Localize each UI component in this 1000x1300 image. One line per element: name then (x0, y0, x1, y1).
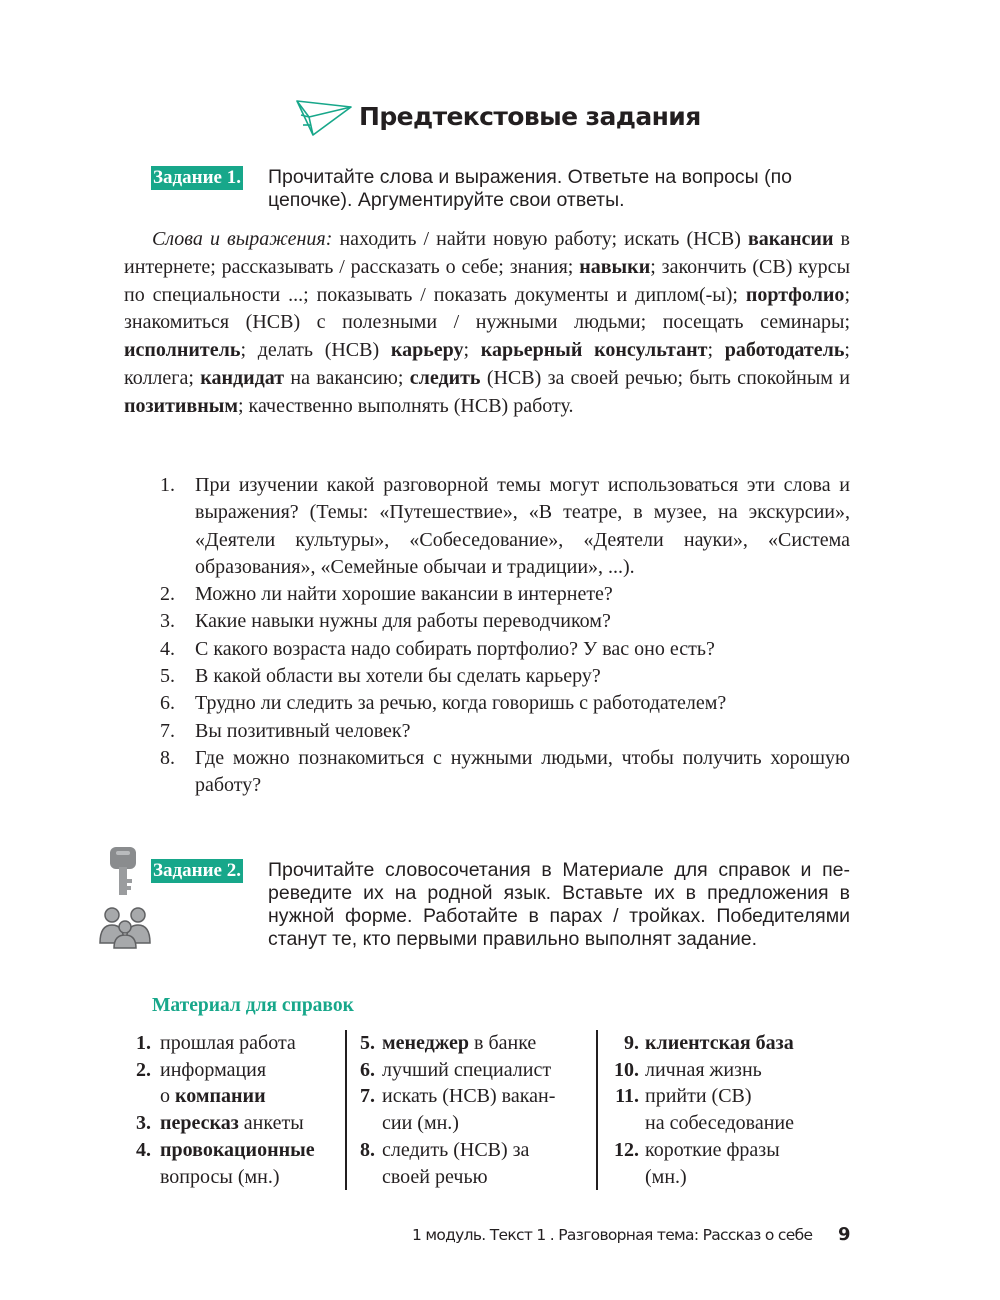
reference-text (382, 1057, 595, 1084)
reference-number: 10. (614, 1058, 639, 1081)
key-term: позитивным (124, 394, 238, 417)
vocabulary-text: в интернете; рассказывать / рассказать о себе; знания; (124, 228, 851, 278)
question-number: 8. (160, 746, 175, 769)
task-1-badge: Задание 1. (153, 167, 241, 188)
task-1 (151, 166, 851, 216)
reference-column-1 (131, 1030, 346, 1190)
question-item (160, 663, 850, 690)
task-1-text-line-2: цепочке). Аргументируйте свои ответы. (268, 189, 625, 211)
questions-list (160, 472, 850, 800)
reference-item (355, 1057, 595, 1084)
question-text: При изучении какой разговорной темы могут использоваться эти слова и выражения? (Темы: «Путешествие», «В театре, в музее, на экскурсии», «Деятели культуры», «Собеседование», «Деятели науки», «Система образования», «Семейные обычаи и традиции», ...). (195, 474, 850, 578)
vocabulary-list (124, 228, 850, 417)
reference-item (355, 1030, 595, 1057)
group-icon (98, 905, 152, 949)
reference-item (601, 1030, 841, 1057)
reference-column-3 (601, 1030, 841, 1190)
section-header (295, 96, 701, 136)
reference-phrase: прошлая работа (160, 1032, 296, 1054)
question-number: 3. (160, 610, 175, 633)
key-icon (108, 845, 138, 897)
task-2 (151, 859, 851, 955)
question-item (160, 608, 850, 635)
reference-text (160, 1057, 346, 1110)
key-term: карьерный консультант (480, 339, 708, 362)
vocabulary-text: ; знакомиться (НСВ) с полезными / нужными людьми; посещать семинары; (124, 283, 850, 334)
reference-phrase: в банке (469, 1032, 537, 1054)
key-term: пересказ (160, 1112, 239, 1135)
vocabulary-text: (НСВ) за своей речью; быть спокойным и (480, 366, 850, 389)
vocabulary-text: ; качественно выполнять (НСВ) работу. (238, 394, 574, 417)
reference-number: 9. (624, 1032, 639, 1054)
reference-text (160, 1137, 346, 1190)
question-item (160, 472, 850, 581)
vocabulary-lead: Слова и выражения: (152, 228, 333, 250)
reference-number: 11. (615, 1085, 639, 1108)
reference-text (382, 1083, 595, 1136)
reference-text (645, 1030, 841, 1057)
key-term: менеджер (382, 1032, 469, 1054)
key-term: следить (409, 366, 481, 389)
reference-number: 3. (136, 1112, 151, 1135)
reference-text (160, 1110, 346, 1137)
reference-phrase: следить (НСВ) за (382, 1138, 530, 1161)
vocabulary-text: ; коллега; (124, 339, 850, 389)
reference-number: 4. (136, 1138, 151, 1161)
reference-phrase: искать (НСВ) вакан- (382, 1085, 556, 1108)
key-term: работодатель (724, 339, 845, 362)
page-number: 9 (838, 1224, 851, 1245)
reference-text (645, 1083, 841, 1136)
reference-number: 1. (136, 1032, 151, 1054)
reference-number: 8. (360, 1138, 375, 1161)
vocabulary-text: ; делать (НСВ) (240, 339, 391, 362)
question-text: Где можно познакомиться с нужными людьми, чтобы получить хорошую работу? (195, 746, 850, 797)
reference-item (601, 1137, 841, 1190)
vocabulary-text: на вакансию; (284, 366, 410, 389)
question-item (160, 581, 850, 608)
question-text: Можно ли найти хорошие вакансии в интернете? (195, 583, 613, 606)
reference-item (131, 1110, 346, 1137)
question-number: 6. (160, 692, 175, 715)
reference-number: 12. (614, 1138, 639, 1161)
reference-item (601, 1083, 841, 1136)
question-text: Вы позитивный человек? (195, 719, 411, 742)
question-number: 1. (160, 474, 175, 496)
reference-item (131, 1057, 346, 1110)
reference-text (160, 1030, 346, 1057)
reference-item (601, 1057, 841, 1084)
reference-phrase: информация (160, 1058, 267, 1081)
reference-phrase: сии (мн.) (382, 1112, 459, 1135)
question-item (160, 718, 850, 745)
question-item (160, 636, 850, 663)
reference-phrase: анкеты (238, 1112, 304, 1135)
reference-phrase: на собеседование (645, 1112, 794, 1135)
question-text: В какой области вы хотели бы сделать карьеру? (195, 665, 601, 688)
reference-number: 2. (136, 1058, 151, 1081)
reference-number: 6. (360, 1058, 375, 1081)
question-number: 5. (160, 665, 175, 688)
paper-plane-icon (295, 95, 353, 137)
reference-phrase: прийти (СВ) (645, 1085, 752, 1108)
question-item (160, 745, 850, 800)
reference-item (131, 1137, 346, 1190)
question-text: Трудно ли следить за речью, когда говоришь с работодателем? (195, 692, 727, 715)
reference-column-2 (355, 1030, 595, 1190)
key-term: навыки (579, 255, 651, 278)
task-1-instructions (268, 166, 850, 212)
reference-number: 7. (360, 1085, 375, 1108)
key-term: вакансии (748, 228, 834, 250)
key-term: компании (175, 1085, 266, 1108)
question-number: 7. (160, 719, 175, 742)
reference-phrase: о (160, 1085, 175, 1108)
task-1-text-line-1: Прочитайте слова и выражения. Ответьте на вопросы (по (268, 166, 792, 188)
key-term: клиентская база (645, 1032, 794, 1054)
question-item (160, 690, 850, 717)
reference-text (645, 1057, 841, 1084)
key-term: портфолио (745, 283, 845, 306)
reference-item (355, 1137, 595, 1190)
question-number: 2. (160, 583, 175, 606)
key-term: кандидат (200, 366, 285, 389)
key-term: исполнитель (124, 339, 241, 362)
reference-title: Материал для справок (152, 995, 354, 1016)
question-text: С какого возраста надо собирать портфолио? У вас оно есть? (195, 637, 715, 660)
vocabulary-text: ; (707, 339, 725, 362)
running-footer: 1 модуль. Текст 1 . Разговорная тема: Рассказ о себе (412, 1226, 813, 1244)
reference-item (131, 1030, 346, 1057)
vocabulary-text: находить / найти новую работу; искать (НСВ) (332, 228, 748, 250)
reference-text (645, 1137, 841, 1190)
reference-text (382, 1030, 595, 1057)
reference-phrase: вопросы (мн.) (160, 1165, 280, 1188)
task-2-instructions: Прочитайте словосочетания в Материале для справок и переведите их на родной язык. Вставьте их в предложения в нужной форме. Работайте в парах / тройках. Победителями станут те, кто первыми правильно выполнят задание. (268, 859, 850, 950)
reference-number: 5. (360, 1032, 375, 1054)
vocabulary-paragraph (124, 226, 850, 421)
reference-phrase: (мн.) (645, 1165, 687, 1188)
key-term: карьеру (390, 339, 464, 362)
reference-phrase: короткие фразы (645, 1138, 780, 1161)
column-divider (596, 1030, 598, 1190)
vocabulary-text: ; закончить (СВ) курсы по специальности ...; показывать / показать документы и диплом(-ы); (124, 255, 851, 306)
reference-phrase: лучший специалист (382, 1058, 552, 1081)
vocabulary-text: ; (463, 339, 481, 362)
reference-item (355, 1083, 595, 1136)
reference-phrase: своей речью (382, 1165, 488, 1188)
column-divider (345, 1030, 347, 1190)
section-title: Предтекстовые задания (359, 101, 701, 131)
key-term: провокационные (160, 1138, 315, 1161)
reference-text (382, 1137, 595, 1190)
question-number: 4. (160, 637, 175, 660)
reference-phrase: личная жизнь (645, 1058, 762, 1081)
question-text: Какие навыки нужны для работы переводчиком? (195, 610, 611, 633)
task-2-badge: Задание 2. (153, 860, 241, 881)
